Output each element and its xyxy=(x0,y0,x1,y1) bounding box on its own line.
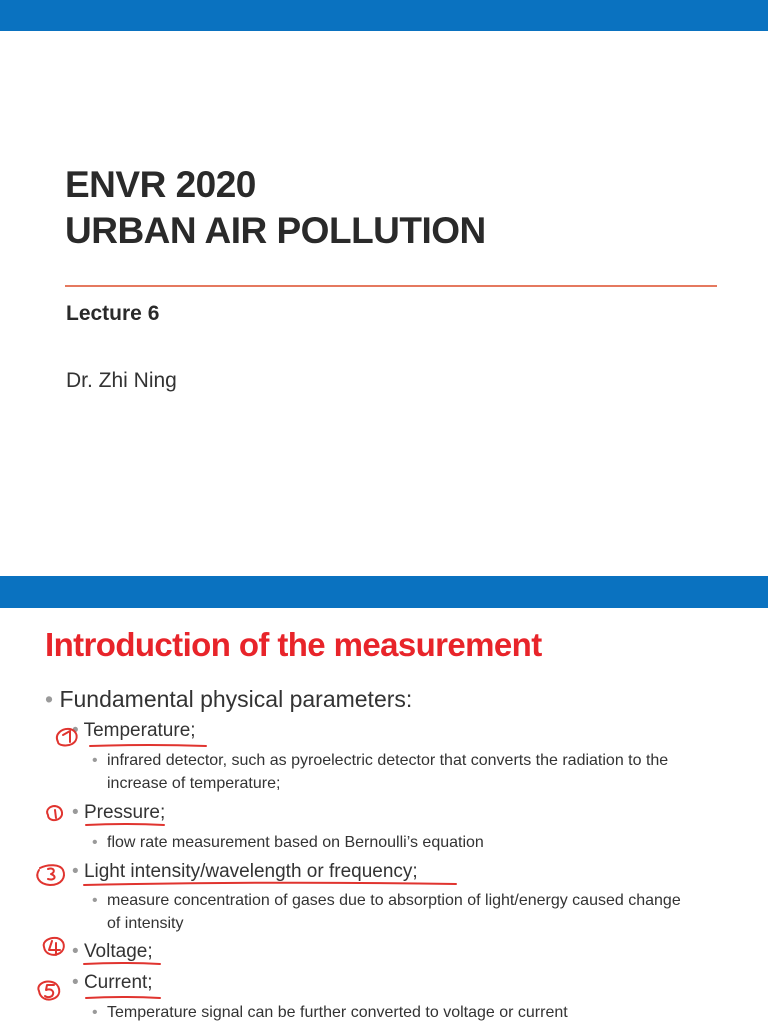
item-label: Current; xyxy=(83,972,153,993)
list-item xyxy=(72,802,165,824)
bullet-dot: • xyxy=(92,752,98,769)
item-label: Temperature; xyxy=(83,720,196,741)
item-label: Light intensity/wavelength or frequency; xyxy=(83,861,418,882)
slide-title xyxy=(65,162,486,254)
sub-item xyxy=(92,1001,692,1024)
bullet-dot: • xyxy=(72,941,79,962)
bullet-dot: • xyxy=(92,892,98,909)
bullet-dot: • xyxy=(72,861,79,882)
bullet-dot: • xyxy=(72,802,79,823)
sub-item-text: flow rate measurement based on Bernoulli’s equation xyxy=(107,834,484,851)
header-bar xyxy=(0,576,768,608)
sub-item xyxy=(92,749,692,795)
slide-heading: Introduction of the measurement xyxy=(45,626,542,663)
title-divider xyxy=(65,285,717,287)
sub-item xyxy=(92,889,692,935)
item-label: Pressure; xyxy=(83,802,166,823)
sub-item-text: infrared detector, such as pyroelectric detector that converts the radiation to the increase of temperature; xyxy=(107,752,669,792)
list-item xyxy=(72,720,196,742)
course-code: ENVR 2020 xyxy=(65,164,256,205)
bullet-dot: • xyxy=(72,720,79,741)
author-name: Dr. Zhi Ning xyxy=(66,369,177,392)
sub-item xyxy=(92,831,692,854)
list-item xyxy=(72,861,418,883)
bullet-dot: • xyxy=(92,834,98,851)
bullet-dot: • xyxy=(45,686,54,712)
list-item xyxy=(72,972,153,994)
main-bullet xyxy=(45,686,412,713)
lecture-number: Lecture 6 xyxy=(66,302,160,325)
sub-item-text: Temperature signal can be further converted to voltage or current xyxy=(107,1004,568,1021)
header-bar xyxy=(0,0,768,31)
bullet-dot: • xyxy=(92,1004,98,1021)
main-bullet-text: Fundamental physical parameters: xyxy=(59,686,413,712)
sub-item-text: measure concentration of gases due to absorption of light/energy caused change of intensity xyxy=(107,892,681,932)
item-label: Voltage; xyxy=(83,941,153,962)
list-item xyxy=(72,941,153,963)
bullet-dot: • xyxy=(72,972,79,993)
course-name: URBAN AIR POLLUTION xyxy=(65,210,486,251)
